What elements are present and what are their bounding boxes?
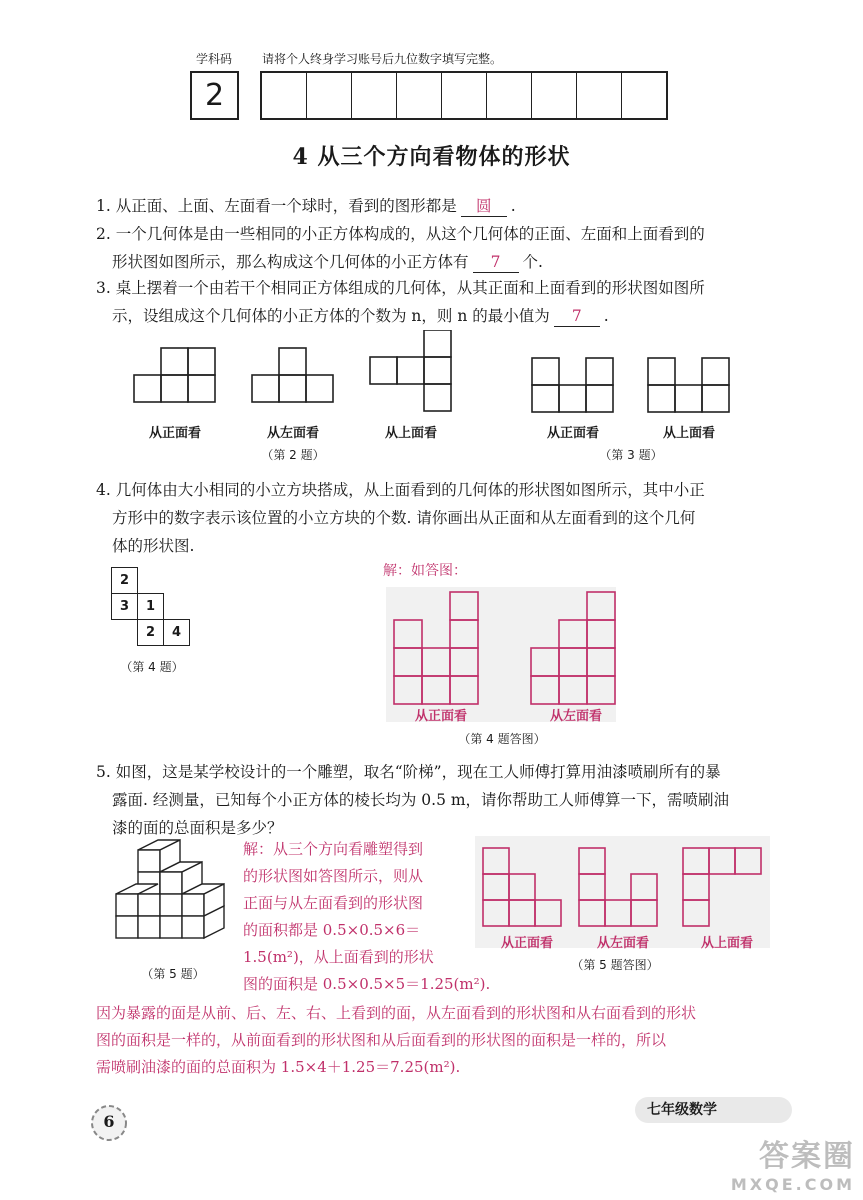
- question-4: [96, 476, 776, 560]
- question-2: [96, 220, 776, 276]
- account-digit-box[interactable]: [532, 73, 577, 118]
- q1-answer-blank: 圆: [461, 196, 507, 217]
- q4-caption: （第 4 题）: [120, 660, 184, 674]
- page-number: 6: [103, 1112, 115, 1131]
- q3-front-view: [532, 358, 613, 412]
- account-digit-box[interactable]: [487, 73, 532, 118]
- q1-end: .: [510, 197, 516, 215]
- q5-solution: [243, 836, 491, 998]
- q2-line2: 形状图如图所示，那么构成这个几何体的小正方体有: [112, 253, 469, 271]
- q4-line1: 4. 几何体由大小相同的小立方块搭成，从上面看到的几何体的形状图如图所示，其中小正: [96, 481, 705, 499]
- account-number-boxes[interactable]: [260, 71, 668, 120]
- q5-sol-line: 正面与从左面看到的形状图: [243, 894, 424, 912]
- question-3: [96, 274, 776, 330]
- fig2-front-label: 从正面看: [148, 426, 201, 441]
- q4-left-answer: [531, 592, 615, 704]
- grid-cell: 3: [112, 594, 138, 620]
- q5-front-answer: [483, 848, 561, 926]
- q5-conclusion-line: 图的面积是一样的，从前面看到的形状图和从后面看到的形状图的面积是一样的，所以: [96, 1031, 667, 1049]
- q5-line1: 5. 如图，这是某学校设计的一个雕塑，取名“阶梯”，现在工人师傅打算用油漆喷刷所有的暴: [96, 763, 721, 781]
- q2-left-view: [252, 348, 333, 402]
- q4-front-answer: [394, 592, 478, 704]
- q5-figure-caption: （第 5 题）: [141, 967, 205, 981]
- q5-answer-panel: [475, 836, 770, 951]
- fig2-left-label: 从左面看: [266, 426, 319, 441]
- q3-top-view: [648, 358, 729, 412]
- q5-sol-line: 1.5(m²)，从上面看到的形状: [243, 948, 434, 966]
- subject-code-label: 学科码: [196, 52, 233, 66]
- account-digit-box[interactable]: [262, 73, 307, 118]
- book-title-tab: 七年级数学: [635, 1097, 792, 1123]
- q4-ans-left-label: 从左面看: [549, 709, 602, 724]
- q5-conclusion: [96, 1000, 776, 1081]
- q3-line2: 示，设组成这个几何体的小正方体的个数为 n，则 n 的最小值为: [112, 307, 550, 325]
- page-title: 4 从三个方向看物体的形状: [292, 144, 571, 170]
- q5-sol-line: 图的面积是 0.5×0.5×5＝1.25(m²).: [243, 975, 491, 993]
- subject-code-box: 2: [190, 71, 239, 120]
- account-instruction: 请将个人终身学习账号后九位数字填写完整。: [262, 52, 503, 66]
- fig3-caption: （第 3 题）: [599, 448, 663, 462]
- q2-end: 个.: [522, 253, 543, 271]
- account-digit-box[interactable]: [352, 73, 397, 118]
- account-digit-box[interactable]: [577, 73, 622, 118]
- q5-answer-caption: （第 5 题答图）: [571, 958, 659, 972]
- grid-cell: 2: [112, 568, 138, 594]
- q4-line3: 体的形状图.: [112, 537, 195, 555]
- q3-line1: 3. 桌上摆着一个由若干个相同正方体组成的几何体，从其正面和上面看到的形状图如图所: [96, 279, 705, 297]
- account-digit-box[interactable]: [397, 73, 442, 118]
- q5-sol-line: 的形状图如答图所示，则从: [243, 867, 424, 885]
- q3-end: .: [603, 307, 609, 325]
- q5-conclusion-line: 因为暴露的面是从前、后、左、右、上看到的面，从左面看到的形状图和从右面看到的形状: [96, 1004, 697, 1022]
- q5-answer-figures: [475, 836, 770, 931]
- watermark: [731, 1131, 855, 1194]
- q5-top-answer: [683, 848, 761, 926]
- q4-solution-label: 解：如答图：: [383, 563, 467, 579]
- q5-line3: 漆的面的总面积是多少？: [112, 819, 283, 837]
- q5-ans-front-label: 从正面看: [500, 936, 553, 951]
- q5-sol-line: 解：从三个方向看雕塑得到: [243, 840, 424, 858]
- q5-sol-line: 的面积都是 0.5×0.5×6＝: [243, 921, 421, 939]
- q2-answer-blank: 7: [473, 252, 519, 273]
- account-digit-box[interactable]: [622, 73, 666, 118]
- account-digit-box[interactable]: [442, 73, 487, 118]
- q1-text: 1. 从正面、上面、左面看一个球时，看到的图形都是: [96, 197, 457, 215]
- grid-cell: 1: [138, 594, 164, 620]
- q5-ans-left-label: 从左面看: [596, 936, 649, 951]
- q5-line2: 露面. 经测量，已知每个小正方体的棱长均为 0.5 m，请你帮助工人师傅算一下，需喷刷油: [112, 791, 730, 809]
- q2-top-view: [370, 330, 451, 411]
- fig3-front-label: 从正面看: [546, 426, 599, 441]
- question-5: [96, 758, 776, 842]
- q5-conclusion-line: 需喷刷油漆的面的总面积为 1.5×4＋1.25＝7.25(m²).: [96, 1058, 461, 1076]
- grid-cell: 4: [164, 620, 190, 646]
- fig3-top-label: 从上面看: [662, 426, 715, 441]
- q4-top-view-grid: [111, 567, 190, 646]
- fig2-top-label: 从上面看: [384, 426, 437, 441]
- q4-answer-figures: [386, 587, 616, 722]
- fig2-caption: （第 2 题）: [261, 448, 325, 462]
- q4-answer-caption: （第 4 题答图）: [458, 732, 546, 746]
- q4-answer-panel: [386, 587, 616, 722]
- account-digit-box[interactable]: [307, 73, 352, 118]
- q5-ans-top-label: 从上面看: [700, 936, 753, 951]
- q2-front-view: [134, 348, 215, 402]
- watermark-line1: 答案圈: [759, 1139, 855, 1174]
- watermark-line2: MXQE.COM: [730, 1175, 855, 1194]
- q4-ans-front-label: 从正面看: [414, 709, 467, 724]
- question-1: [96, 192, 776, 220]
- grid-cell: 2: [138, 620, 164, 646]
- q5-left-answer: [579, 848, 657, 926]
- q4-line2: 方形中的数字表示该位置的小立方块的个数. 请你画出从正面和从左面看到的这个几何: [112, 509, 696, 527]
- q5-staircase-figure: [108, 838, 233, 958]
- q2-q3-figures: [120, 330, 760, 415]
- q2-line1: 2. 一个几何体是由一些相同的小正方体构成的，从这个几何体的正面、左面和上面看到的: [96, 225, 705, 243]
- q3-answer-blank: 7: [554, 306, 600, 327]
